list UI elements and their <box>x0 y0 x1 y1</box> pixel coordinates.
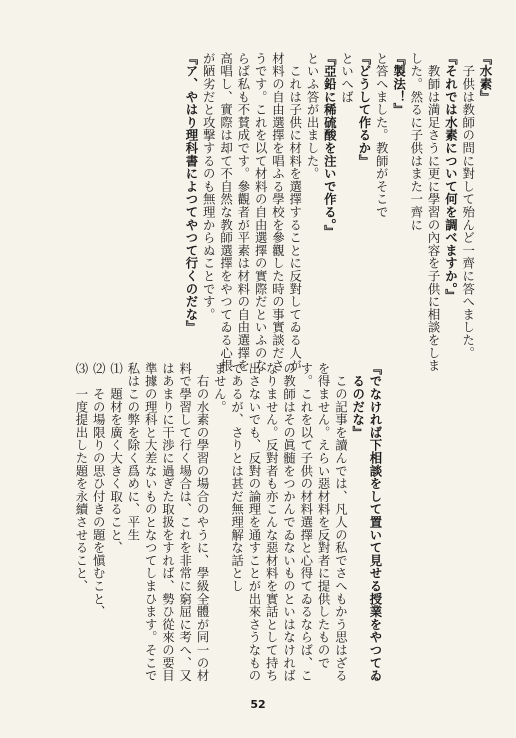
text-line: るのだな』 <box>350 362 366 439</box>
text-line: ⑴ 題材を廣く大きく取ること、 <box>108 362 124 554</box>
text-line: 出さないでも、反對の論理を通すことが出來さうなもの <box>246 362 262 682</box>
text-line: が陋劣だと攻撃するのも無理からぬことです。 <box>201 52 217 321</box>
text-line: であるが、さりとは甚だ無理解な話とし <box>229 362 245 593</box>
text-line: の教師はその眞髄をつかんでゐないものといはなければ <box>281 362 297 682</box>
text-line: といふ答が出ました。 <box>305 52 321 180</box>
text-line: ません。 <box>212 362 228 414</box>
text-line: これは子供に材料を選擇することに反對してゐる人が <box>287 52 303 372</box>
text-line: なりません。反對者も亦こんな惡材料を實話として持ち <box>264 362 280 682</box>
text-line: らば私も不賛成です。參觀者が平素は材料の自由選擇を <box>235 52 251 372</box>
lower-text-column <box>73 362 384 682</box>
text-line: 右の水素の學習の場合のやうに、學級全體が同一の材 <box>195 362 211 682</box>
text-line: ⑵ その場限りの思ひ付きの題を愼むこと、 <box>91 362 107 618</box>
text-line: はあまりに干渉に過ぎた取扱をすれば、勢ひ從來の要目 <box>160 362 176 682</box>
text-line: を得ません。えらい惡材料を反對者に提供したもので <box>316 362 332 670</box>
text-line: と答へました。教師がそこで <box>374 52 390 219</box>
text-line: 『でなければ下相談をして置いて見せる授業をやつてゐ <box>368 362 383 682</box>
text-line: 『水素』 <box>478 52 493 104</box>
text-line: 教師は満足さうに更に學習の內容を子供に相談をしま <box>426 52 442 372</box>
text-line: 『どうして作るか』 <box>356 52 372 168</box>
page-number: 52 <box>250 698 266 711</box>
text-line: 高唱し、實際は却て不自然な教師選擇をやつてゐる心根 <box>218 52 234 372</box>
text-line: といへば <box>339 52 355 104</box>
text-line: ⑶ 一度提出した題を永續させること、 <box>73 362 89 593</box>
text-line: うです。これを以て材料の自由選擇の實際だといふのな <box>253 52 269 372</box>
text-line: 『ア、やはり理科書によつてやつて行くのだな』 <box>183 52 199 334</box>
text-line: す。これを以て子供の材料選擇と心得てゐるならば、こ <box>298 362 314 682</box>
text-line: 料で學習して行く場合は、これを非常に窮屈に考へ、又 <box>177 362 193 682</box>
text-line: 『亞鉛に稀硫酸を注いで作る。』 <box>322 52 338 238</box>
text-line: 『それでは水素について何を調べますか。』 <box>443 52 459 302</box>
text-line: 準據の理科と大差ないものとなつてしまひます。そこで <box>143 362 159 682</box>
text-line: 私はこの弊を除く爲めに、平生 <box>125 362 141 542</box>
text-line: 子供は教師の問に對して殆んど一齊に答へました。 <box>460 52 476 360</box>
text-line: 『製法！』 <box>391 52 407 116</box>
text-line: 材料の自由選擇を唱ふる學校を參觀した時の事實談ださ <box>270 52 286 372</box>
upper-text-column <box>183 52 494 372</box>
text-line: した。然るに子供はまた一齊に <box>408 52 424 232</box>
text-line: この記事を讀んでは、凡人の私でさへもかう思はざる <box>333 362 349 682</box>
